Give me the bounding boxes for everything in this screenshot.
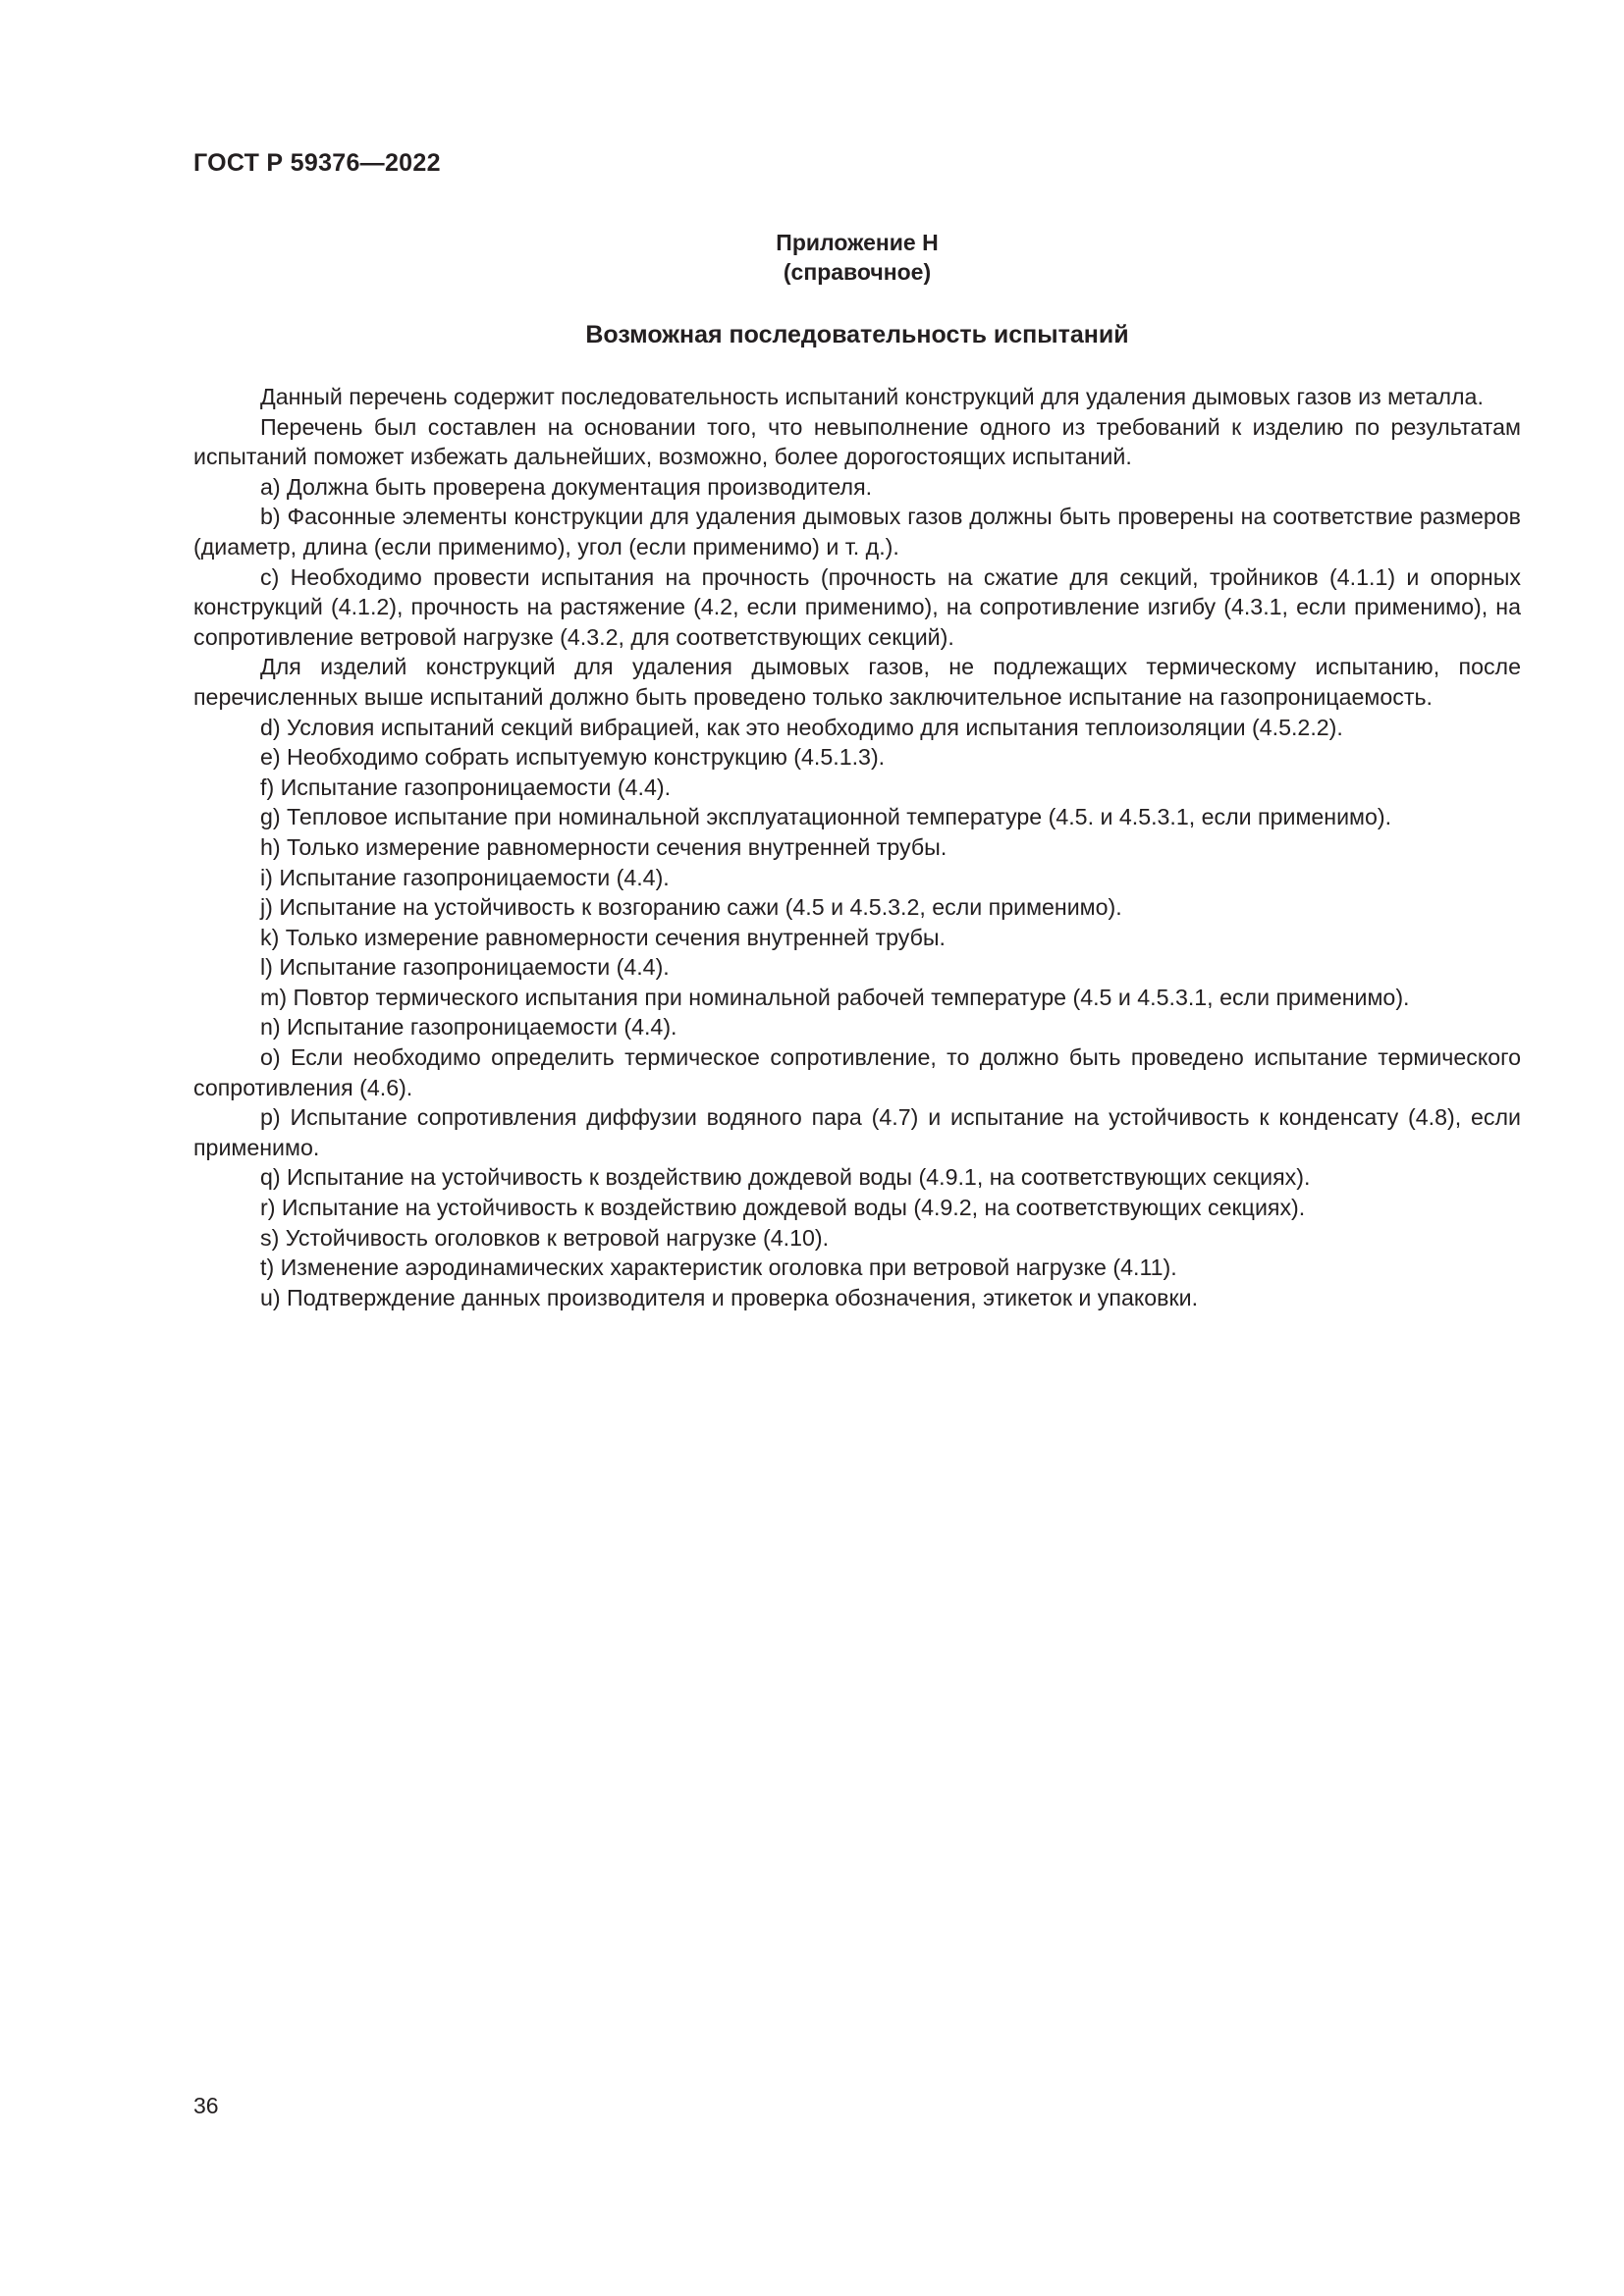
paragraph: Для изделий конструкций для удаления дымовых газов, не подлежащих термическому испытанию, после перечисленных выше испытаний должно быть проведено только заключительное испытание на газопроницаемость. (193, 654, 1521, 710)
list-item: f) Испытание газопроницаемости (4.4). (260, 774, 672, 800)
list-item: m) Повтор термического испытания при номинальной рабочей температуре (4.5 и 4.5.3.1, если применимо). (260, 984, 1410, 1010)
annex-heading (193, 228, 1521, 287)
annex-label: Приложение Н (776, 230, 939, 255)
body-text (193, 382, 1521, 1312)
list-item: i) Испытание газопроницаемости (4.4). (260, 864, 670, 890)
list-item: q) Испытание на устойчивость к воздействию дождевой воды (4.9.1, на соответствующих секциях). (260, 1164, 1311, 1191)
list-item: j) Испытание на устойчивость к возгоранию сажи (4.5 и 4.5.3.2, если применимо). (260, 894, 1122, 921)
standard-code: ГОСТ Р 59376—2022 (193, 149, 441, 177)
list-item: p) Испытание сопротивления диффузии водяного пара (4.7) и испытание на устойчивость к конденсату (4.8), если применимо. (193, 1104, 1521, 1160)
list-item: o) Если необходимо определить термическое сопротивление, то должно быть проведено испытание термического сопротивления (4.6). (193, 1044, 1521, 1100)
paragraph: Перечень был составлен на основании того, что невыполнение одного из требований к изделию по результатам испытаний поможет избежать дальнейших, возможно, более дорогостоящих испытаний. (193, 413, 1521, 470)
list-item: u) Подтверждение данных производителя и проверка обозначения, этикеток и упаковки. (260, 1284, 1199, 1310)
list-item: h) Только измерение равномерности сечения внутренней трубы. (260, 833, 947, 860)
list-item: e) Необходимо собрать испытуемую конструкцию (4.5.1.3). (260, 744, 886, 771)
list-item: k) Только измерение равномерности сечения внутренней трубы. (260, 924, 946, 950)
list-item: l) Испытание газопроницаемости (4.4). (260, 954, 670, 981)
list-item: t) Изменение аэродинамических характеристик оголовка при ветровой нагрузке (4.11). (260, 1255, 1177, 1281)
page-number: 36 (193, 2093, 219, 2118)
list-item: d) Условия испытаний секций вибрацией, как это необходимо для испытания теплоизоляции (4.5.2.2). (260, 714, 1343, 740)
list-item: n) Испытание газопроницаемости (4.4). (260, 1014, 677, 1041)
annex-title: Возможная последовательность испытаний (585, 321, 1129, 348)
list-item: g) Тепловое испытание при номинальной эксплуатационной температуре (4.5. и 4.5.3.1, если применимо). (260, 804, 1392, 830)
paragraph: Данный перечень содержит последовательность испытаний конструкций для удаления дымовых газов из металла. (260, 384, 1484, 409)
annex-kind: (справочное) (783, 259, 932, 285)
list-item: r) Испытание на устойчивость к воздействию дождевой воды (4.9.2, на соответствующих секциях). (260, 1195, 1306, 1221)
list-item: s) Устойчивость оголовков к ветровой нагрузке (4.10). (260, 1224, 830, 1251)
list-item: c) Необходимо провести испытания на прочность (прочность на сжатие для секций, тройников (4.1.1) и опорных конструкций (4.1.2), прочность на растяжение (4.2, если применимо), на сопротивление изгибу (4.3.1, если применимо), на сопротивление ветровой нагрузке (4.3.2, для соответствующих секций). (193, 563, 1521, 650)
list-item: a) Должна быть проверена документация производителя. (260, 473, 873, 500)
list-item: b) Фасонные элементы конструкции для удаления дымовых газов должны быть проверены на соответствие размеров (диаметр, длина (если применимо), угол (если применимо) и т. д.). (193, 504, 1521, 560)
